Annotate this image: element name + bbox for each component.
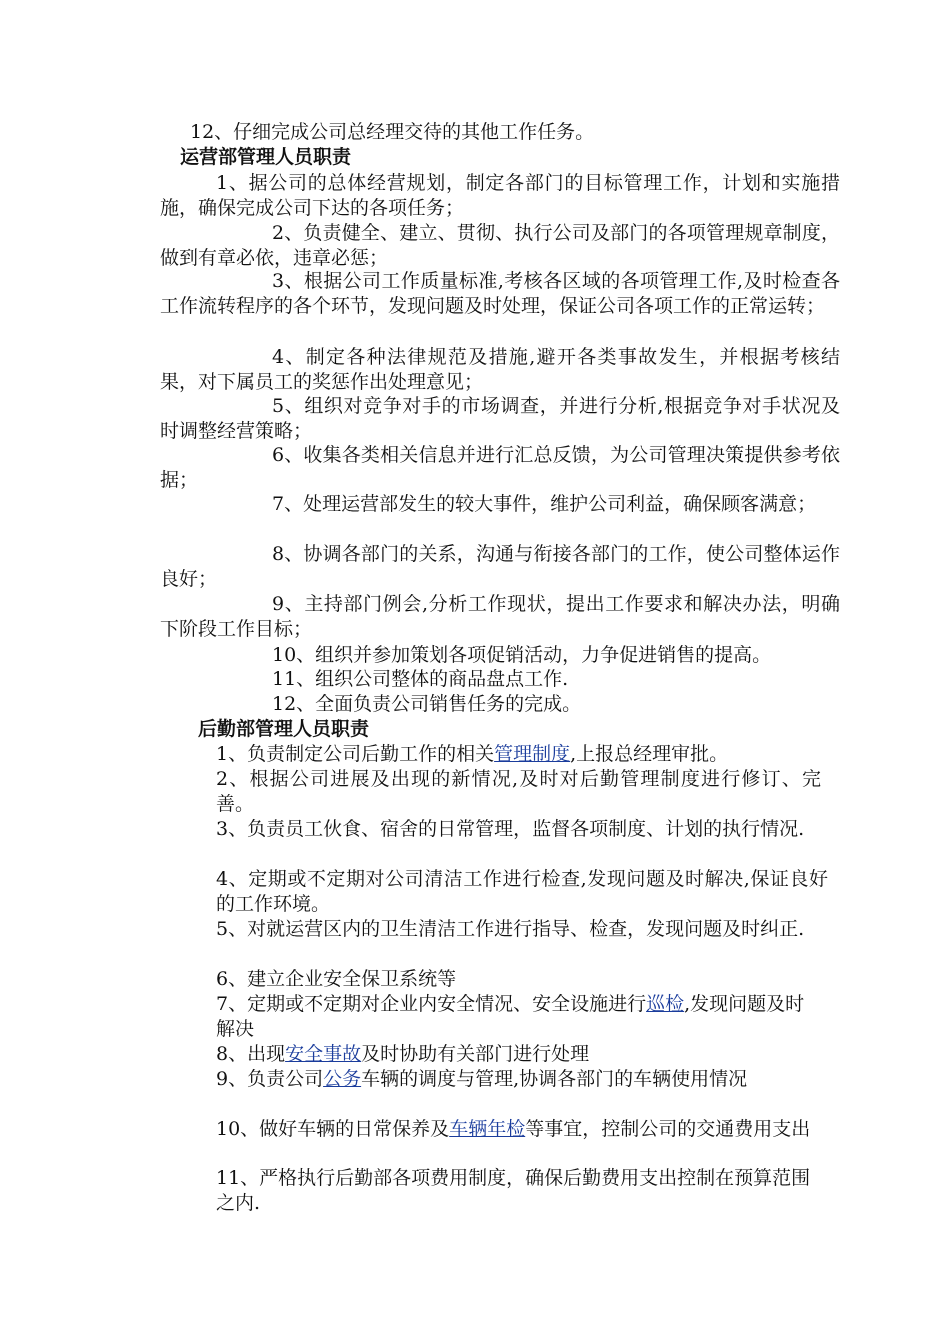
link-official-business[interactable]: 公务 (323, 1068, 362, 1090)
ops-item-4: 4、制定各种法律规范及措施,避开各类事故发生，并根据考核结果，对下属员工的奖惩作出处理意见； (160, 346, 840, 393)
logistics-item-1-text: 1、负责制定公司后勤工作的相关 (216, 743, 495, 765)
logistics-item-8 (216, 1042, 821, 1067)
logistics-heading: 后勤部管理人员职责 (198, 718, 370, 740)
ops-item-1: 1、据公司的总体经营规划，制定各部门的目标管理工作，计划和实施措施，确保完成公司下达的各项任务； (160, 172, 840, 219)
ops-item-12: 12、全面负责公司销售任务的完成。 (272, 693, 582, 715)
link-inspection[interactable]: 巡检 (646, 993, 685, 1015)
logistics-item-10-text-end: 等事宜，控制公司的交通费用支出 (525, 1118, 811, 1140)
logistics-item-11: 11、严格执行后勤部各项费用制度，确保后勤费用支出控制在预算范围之内. (216, 1167, 811, 1214)
ops-item-2: 2、负责健全、建立、贯彻、执行公司及部门的各项管理规章制度，做到有章必依，违章必惩； (160, 222, 840, 269)
ops-item-9: 9、主持部门例会,分析工作现状，提出工作要求和解决办法，明确下阶段工作目标； (160, 593, 840, 640)
logistics-item-5: 5、对就运营区内的卫生清洁工作进行指导、检查，发现问题及时纠正. (216, 918, 805, 940)
logistics-item-2: 2、根据公司进展及出现的新情况,及时对后勤管理制度进行修订、完善。 (216, 768, 821, 815)
logistics-item-10-text: 10、做好车辆的日常保养及 (216, 1118, 450, 1140)
logistics-item-6: 6、建立企业安全保卫系统等 (216, 968, 457, 990)
ops-item-11: 11、组织公司整体的商品盘点工作. (272, 668, 569, 690)
ops-item-7: 7、处理运营部发生的较大事件，维护公司利益，确保顾客满意； (272, 493, 817, 515)
intro-item-12: 12、仔细完成公司总经理交待的其他工作任务。 (190, 121, 595, 143)
ops-item-8: 8、协调各部门的关系，沟通与衔接各部门的工作，使公司整体运作良好； (160, 543, 840, 590)
link-management-system[interactable]: 管理制度 (494, 743, 571, 765)
ops-heading: 运营部管理人员职责 (180, 146, 352, 168)
logistics-item-1-text-end: ,上报总经理审批。 (570, 743, 729, 765)
logistics-item-1 (216, 742, 836, 767)
logistics-item-8-text-end: 及时协助有关部门进行处理 (361, 1043, 590, 1065)
logistics-item-9-text-end: 车辆的调度与管理,协调各部门的车辆使用情况 (361, 1068, 748, 1090)
logistics-item-3: 3、负责员工伙食、宿舍的日常管理，监督各项制度、计划的执行情况. (216, 818, 805, 840)
ops-item-3: 3、根据公司工作质量标准,考核各区域的各项管理工作,及时检查各工作流转程序的各个环节，发现问题及时处理，保证公司各项工作的正常运转； (160, 270, 840, 317)
logistics-item-7-text: 7、定期或不定期对企业内安全情况、安全设施进行 (216, 993, 647, 1015)
ops-item-10: 10、组织并参加策划各项促销活动，力争促进销售的提高。 (272, 644, 772, 666)
link-vehicle-inspection[interactable]: 车辆年检 (449, 1118, 526, 1140)
logistics-item-9-text: 9、负责公司 (216, 1068, 324, 1090)
ops-item-6: 6、收集各类相关信息并进行汇总反馈，为公司管理决策提供参考依据； (160, 444, 840, 491)
logistics-item-8-text: 8、出现 (216, 1043, 286, 1065)
logistics-item-9 (216, 1067, 821, 1092)
ops-item-5: 5、组织对竞争对手的市场调查，并进行分析,根据竞争对手状况及时调整经营策略； (160, 395, 840, 442)
logistics-item-7 (216, 992, 821, 1042)
logistics-item-4: 4、定期或不定期对公司清洁工作进行检查,发现问题及时解决,保证良好的工作环境。 (216, 868, 828, 915)
link-safety-accident[interactable]: 安全事故 (285, 1043, 362, 1065)
logistics-item-10 (216, 1117, 821, 1142)
logistics-item-7-text-end: ,发现问题及时解决 (216, 993, 805, 1040)
